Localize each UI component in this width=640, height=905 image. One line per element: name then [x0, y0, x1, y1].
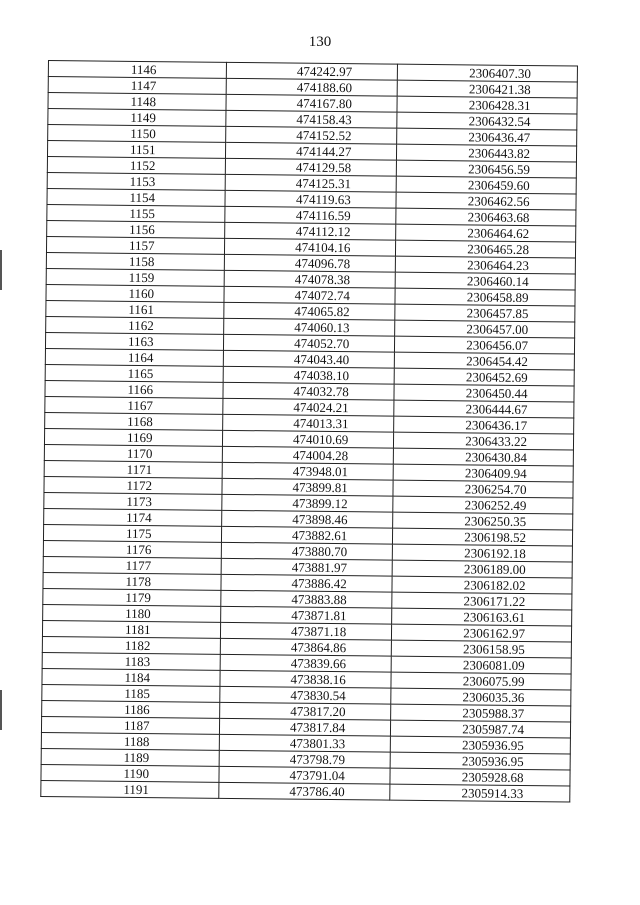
x-coordinate-cell: 473817.20 — [219, 702, 391, 720]
point-number-cell: 1153 — [47, 172, 225, 190]
y-coordinate-cell: 2306462.56 — [396, 192, 576, 210]
y-coordinate-cell: 2306171.22 — [392, 592, 572, 610]
point-number-cell: 1177 — [43, 556, 221, 574]
point-number-cell: 1183 — [42, 652, 220, 670]
point-number-cell: 1172 — [44, 476, 222, 494]
point-number-cell: 1146 — [48, 61, 226, 79]
point-number-cell: 1180 — [43, 604, 221, 622]
x-coordinate-cell: 473830.54 — [219, 686, 391, 704]
x-coordinate-cell: 474078.38 — [224, 270, 396, 288]
y-coordinate-cell: 2306432.54 — [397, 112, 577, 130]
point-number-cell: 1163 — [45, 332, 223, 350]
page-number: 130 — [308, 34, 332, 50]
y-coordinate-cell: 2306433.22 — [394, 432, 574, 450]
y-coordinate-cell: 2306457.85 — [395, 304, 575, 322]
y-coordinate-cell: 2306252.49 — [393, 496, 573, 514]
point-number-cell: 1155 — [47, 204, 225, 222]
x-coordinate-cell: 473838.16 — [220, 670, 392, 688]
y-coordinate-cell: 2305987.74 — [391, 720, 571, 738]
y-coordinate-cell: 2306407.30 — [398, 64, 578, 82]
y-coordinate-cell: 2305928.68 — [390, 768, 570, 786]
x-coordinate-cell: 473880.70 — [221, 542, 393, 560]
point-number-cell: 1150 — [48, 125, 226, 143]
point-number-cell: 1164 — [45, 348, 223, 366]
x-coordinate-cell: 474013.31 — [222, 414, 394, 432]
point-number-cell: 1181 — [42, 620, 220, 638]
point-number-cell: 1171 — [44, 460, 222, 478]
x-coordinate-cell: 474116.59 — [224, 206, 396, 224]
x-coordinate-cell: 474043.40 — [223, 350, 395, 368]
x-coordinate-cell: 474158.43 — [225, 110, 397, 128]
y-coordinate-cell: 2306250.35 — [393, 512, 573, 530]
point-number-cell: 1189 — [41, 748, 219, 766]
point-number-cell: 1166 — [45, 380, 223, 398]
x-coordinate-cell: 474129.58 — [225, 158, 397, 176]
x-coordinate-cell: 474072.74 — [224, 286, 396, 304]
x-coordinate-cell: 473871.18 — [220, 622, 392, 640]
x-coordinate-cell: 474032.78 — [223, 382, 395, 400]
point-number-cell: 1158 — [46, 252, 224, 270]
y-coordinate-cell: 2306158.95 — [392, 640, 572, 658]
x-coordinate-cell: 474119.63 — [225, 190, 397, 208]
x-coordinate-cell: 474144.27 — [225, 142, 397, 160]
y-coordinate-cell: 2306457.00 — [395, 320, 575, 338]
point-number-cell: 1165 — [45, 364, 223, 382]
x-coordinate-cell: 473817.84 — [219, 718, 391, 736]
x-coordinate-cell: 474052.70 — [223, 334, 395, 352]
point-number-cell: 1191 — [41, 780, 219, 798]
point-number-cell: 1157 — [46, 236, 224, 254]
x-coordinate-cell: 473881.97 — [221, 558, 393, 576]
y-coordinate-cell: 2306254.70 — [393, 480, 573, 498]
y-coordinate-cell: 2306162.97 — [392, 624, 572, 642]
x-coordinate-cell: 473801.33 — [219, 734, 391, 752]
y-coordinate-cell: 2306081.09 — [391, 656, 571, 674]
y-coordinate-cell: 2306460.14 — [395, 272, 575, 290]
point-number-cell: 1168 — [45, 412, 223, 430]
x-coordinate-cell: 473791.04 — [219, 766, 391, 784]
x-coordinate-cell: 473864.86 — [220, 638, 392, 656]
point-number-cell: 1174 — [44, 508, 222, 526]
point-number-cell: 1159 — [46, 268, 224, 286]
point-number-cell: 1186 — [42, 700, 220, 718]
x-coordinate-cell: 473839.66 — [220, 654, 392, 672]
x-coordinate-cell: 474060.13 — [223, 318, 395, 336]
y-coordinate-cell: 2306443.82 — [397, 144, 577, 162]
point-number-cell: 1167 — [45, 396, 223, 414]
point-number-cell: 1182 — [42, 636, 220, 654]
x-coordinate-cell: 474004.28 — [222, 446, 394, 464]
y-coordinate-cell: 2306428.31 — [397, 96, 577, 114]
y-coordinate-cell: 2305936.95 — [390, 752, 570, 770]
y-coordinate-cell: 2306198.52 — [393, 528, 573, 546]
coordinates-table-body — [41, 61, 578, 802]
x-coordinate-cell: 474065.82 — [223, 302, 395, 320]
y-coordinate-cell: 2306421.38 — [397, 80, 577, 98]
point-number-cell: 1188 — [41, 732, 219, 750]
y-coordinate-cell: 2306464.23 — [396, 256, 576, 274]
x-coordinate-cell: 474038.10 — [223, 366, 395, 384]
point-number-cell: 1154 — [47, 188, 225, 206]
point-number-cell: 1190 — [41, 764, 219, 782]
x-coordinate-cell: 473871.81 — [220, 606, 392, 624]
point-number-cell: 1175 — [43, 524, 221, 542]
y-coordinate-cell: 2306444.67 — [394, 400, 574, 418]
point-number-cell: 1149 — [48, 109, 226, 127]
point-number-cell: 1173 — [44, 492, 222, 510]
x-coordinate-cell: 474152.52 — [225, 126, 397, 144]
y-coordinate-cell: 2306163.61 — [392, 608, 572, 626]
coordinates-table — [40, 60, 578, 803]
point-number-cell: 1148 — [48, 93, 226, 111]
y-coordinate-cell: 2306075.99 — [391, 672, 571, 690]
y-coordinate-cell: 2306035.36 — [391, 688, 571, 706]
point-number-cell: 1169 — [44, 428, 222, 446]
x-coordinate-cell: 473786.40 — [218, 782, 390, 800]
x-coordinate-cell: 473898.46 — [221, 510, 393, 528]
x-coordinate-cell: 474010.69 — [222, 430, 394, 448]
y-coordinate-cell: 2306409.94 — [393, 464, 573, 482]
y-coordinate-cell: 2306192.18 — [393, 544, 573, 562]
point-number-cell: 1187 — [41, 716, 219, 734]
y-coordinate-cell: 2305988.37 — [391, 704, 571, 722]
y-coordinate-cell: 2306436.17 — [394, 416, 574, 434]
x-coordinate-cell: 473798.79 — [219, 750, 391, 768]
y-coordinate-cell: 2305936.95 — [391, 736, 571, 754]
y-coordinate-cell: 2306430.84 — [394, 448, 574, 466]
point-number-cell: 1179 — [43, 588, 221, 606]
y-coordinate-cell: 2305914.33 — [390, 784, 570, 802]
y-coordinate-cell: 2306454.42 — [395, 352, 575, 370]
y-coordinate-cell: 2306450.44 — [394, 384, 574, 402]
point-number-cell: 1176 — [43, 540, 221, 558]
x-coordinate-cell: 474167.80 — [226, 94, 398, 112]
point-number-cell: 1185 — [42, 684, 220, 702]
point-number-cell: 1147 — [48, 77, 226, 95]
point-number-cell: 1161 — [46, 300, 224, 318]
x-coordinate-cell: 474125.31 — [225, 174, 397, 192]
point-number-cell: 1151 — [47, 141, 225, 159]
point-number-cell: 1160 — [46, 284, 224, 302]
scan-edge-mark — [0, 690, 2, 730]
y-coordinate-cell: 2306182.02 — [392, 576, 572, 594]
x-coordinate-cell: 473886.42 — [221, 574, 393, 592]
x-coordinate-cell: 474024.21 — [222, 398, 394, 416]
y-coordinate-cell: 2306456.07 — [395, 336, 575, 354]
point-number-cell: 1162 — [46, 316, 224, 334]
x-coordinate-cell: 474112.12 — [224, 222, 396, 240]
x-coordinate-cell: 473899.81 — [222, 478, 394, 496]
point-number-cell: 1156 — [47, 220, 225, 238]
y-coordinate-cell: 2306463.68 — [396, 208, 576, 226]
y-coordinate-cell: 2306452.69 — [394, 368, 574, 386]
x-coordinate-cell: 474242.97 — [226, 62, 398, 80]
y-coordinate-cell: 2306464.62 — [396, 224, 576, 242]
point-number-cell: 1152 — [47, 156, 225, 174]
y-coordinate-cell: 2306189.00 — [392, 560, 572, 578]
x-coordinate-cell: 473882.61 — [221, 526, 393, 544]
y-coordinate-cell: 2306436.47 — [397, 128, 577, 146]
x-coordinate-cell: 474188.60 — [226, 78, 398, 96]
point-number-cell: 1170 — [44, 444, 222, 462]
y-coordinate-cell: 2306465.28 — [396, 240, 576, 258]
point-number-cell: 1178 — [43, 572, 221, 590]
x-coordinate-cell: 473883.88 — [220, 590, 392, 608]
x-coordinate-cell: 473899.12 — [221, 494, 393, 512]
x-coordinate-cell: 474096.78 — [224, 254, 396, 272]
y-coordinate-cell: 2306459.60 — [396, 176, 576, 194]
y-coordinate-cell: 2306456.59 — [397, 160, 577, 178]
x-coordinate-cell: 473948.01 — [222, 462, 394, 480]
point-number-cell: 1184 — [42, 668, 220, 686]
x-coordinate-cell: 474104.16 — [224, 238, 396, 256]
y-coordinate-cell: 2306458.89 — [395, 288, 575, 306]
scan-edge-mark — [0, 250, 2, 290]
